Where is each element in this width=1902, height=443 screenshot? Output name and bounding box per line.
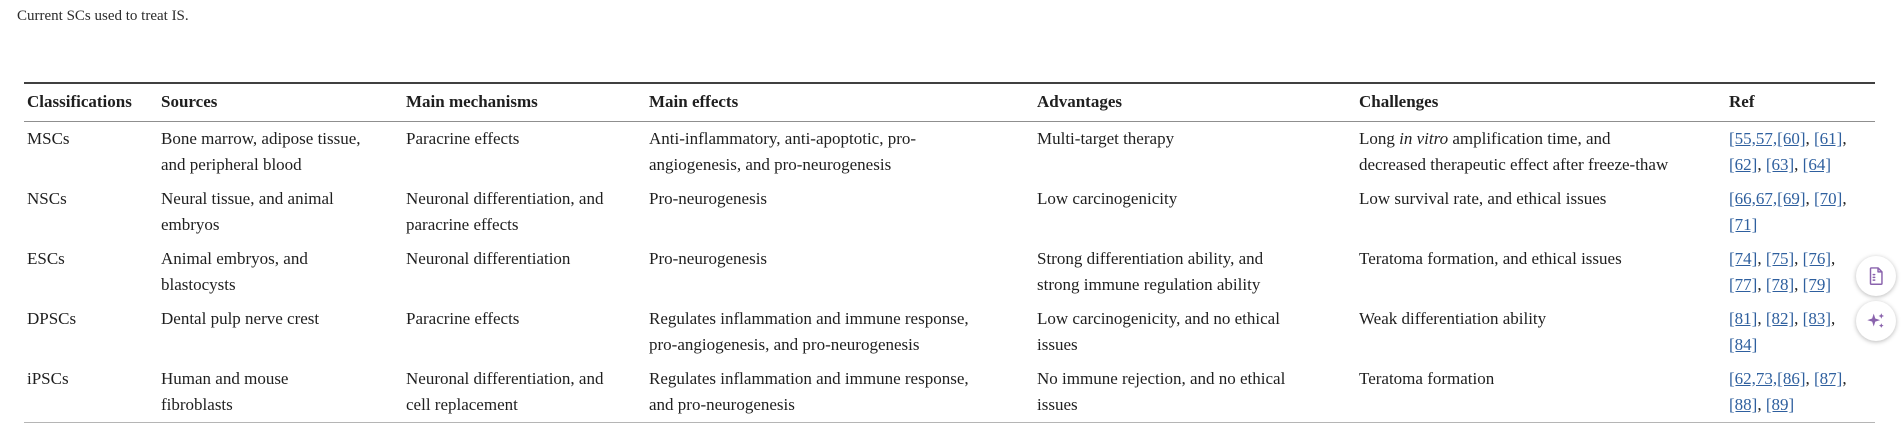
- cell-advantages: Multi-target therapy: [1037, 129, 1175, 148]
- cell-mechanisms: Paracrine effects: [406, 129, 520, 148]
- cell-challenges: Teratoma formation, and ethical issues: [1359, 249, 1622, 268]
- cell-mechanisms: Neuronal differentiation: [406, 249, 571, 268]
- table-row: [24, 122, 1875, 183]
- cell-sources: Animal embryos, and blastocysts: [161, 249, 308, 294]
- cell-classification: ESCs: [27, 249, 65, 268]
- column-header-advantages: Advantages: [1034, 83, 1356, 122]
- cell-sources: Dental pulp nerve crest: [161, 309, 320, 328]
- ref-link[interactable]: [75]: [1765, 249, 1795, 268]
- stem-cells-table: [24, 82, 1875, 423]
- table-caption: Current SCs used to treat IS.: [17, 8, 189, 24]
- table-body: [24, 122, 1875, 423]
- document-icon: [1865, 265, 1887, 287]
- ref-link[interactable]: [63]: [1765, 155, 1795, 174]
- cell-advantages: Low carcinogenicity: [1037, 189, 1178, 208]
- cell-advantages: Strong differentiation ability, and strong immune regulation ability: [1037, 249, 1264, 294]
- cell-effects: Regulates inflammation and immune response, pro-angiogenesis, and pro-neurogenesis: [649, 309, 969, 354]
- ref-link[interactable]: [70]: [1814, 189, 1843, 208]
- table-row: [24, 182, 1875, 242]
- cell-sources: Neural tissue, and animal embryos: [161, 189, 334, 234]
- table-row: [24, 362, 1875, 423]
- ref-link[interactable]: [79]: [1802, 275, 1831, 294]
- cell-effects: Pro-neurogenesis: [649, 249, 768, 268]
- cell-advantages: No immune rejection, and no ethical issues: [1037, 369, 1286, 414]
- ref-link[interactable]: [66,67,: [1729, 189, 1778, 208]
- column-header-main-effects: Main effects: [646, 83, 1034, 122]
- cell-refs: [55,57,[60], [61], [62], [63], [64]: [1729, 129, 1847, 174]
- ref-link[interactable]: [88]: [1729, 395, 1758, 414]
- cell-mechanisms: Neuronal differentiation, and paracrine effects: [406, 189, 604, 234]
- cell-refs: [66,67,[69], [70], [71]: [1729, 189, 1847, 234]
- column-header-challenges: Challenges: [1356, 83, 1726, 122]
- ref-link[interactable]: [82]: [1765, 309, 1795, 328]
- ref-link[interactable]: [83]: [1802, 309, 1831, 328]
- ref-link[interactable]: [87]: [1814, 369, 1843, 388]
- table-header-row: [24, 83, 1875, 122]
- cell-challenges: Teratoma formation: [1359, 369, 1495, 388]
- cell-classification: DPSCs: [27, 309, 77, 328]
- cell-refs: [74], [75], [76], [77], [78], [79]: [1729, 249, 1836, 294]
- ref-link[interactable]: [76]: [1802, 249, 1831, 268]
- column-header-classifications: Classifications: [24, 83, 158, 122]
- ref-link[interactable]: [62,73,: [1729, 369, 1778, 388]
- ref-link[interactable]: [64]: [1802, 155, 1831, 174]
- ref-link[interactable]: [89]: [1765, 395, 1795, 414]
- cell-challenges: Low survival rate, and ethical issues: [1359, 189, 1607, 208]
- sparkle-icon: [1865, 310, 1887, 332]
- table-row: [24, 242, 1875, 302]
- cell-refs: [62,73,[86], [87], [88], [89]: [1729, 369, 1847, 414]
- ai-assistant-button[interactable]: [1856, 301, 1896, 341]
- ref-link[interactable]: [71]: [1729, 215, 1758, 234]
- ref-link[interactable]: [60]: [1777, 129, 1806, 148]
- table-row: [24, 302, 1875, 362]
- cell-challenges: Weak differentiation ability: [1359, 309, 1547, 328]
- ref-link[interactable]: [62]: [1729, 155, 1758, 174]
- cell-classification: iPSCs: [27, 369, 69, 388]
- ref-link[interactable]: [84]: [1729, 335, 1758, 354]
- ref-link[interactable]: [77]: [1729, 275, 1758, 294]
- ref-link[interactable]: [86]: [1777, 369, 1806, 388]
- ref-link[interactable]: [69]: [1777, 189, 1806, 208]
- cell-mechanisms: Neuronal differentiation, and cell replacement: [406, 369, 604, 414]
- column-header-ref: Ref: [1726, 83, 1875, 122]
- cell-effects: Pro-neurogenesis: [649, 189, 768, 208]
- cell-classification: NSCs: [27, 189, 67, 208]
- ref-link[interactable]: [78]: [1765, 275, 1795, 294]
- cell-sources: Bone marrow, adipose tissue, and peripheral blood: [161, 129, 361, 174]
- ref-link[interactable]: [74]: [1729, 249, 1758, 268]
- cell-challenges: Long in vitro amplification time, and decreased therapeutic effect after freeze-thaw: [1359, 129, 1669, 174]
- column-header-sources: Sources: [158, 83, 403, 122]
- cell-mechanisms: Paracrine effects: [406, 309, 520, 328]
- cell-effects: Regulates inflammation and immune response, and pro-neurogenesis: [649, 369, 969, 414]
- ref-link[interactable]: [61]: [1814, 129, 1843, 148]
- cell-refs: [81], [82], [83], [84]: [1729, 309, 1836, 354]
- document-button[interactable]: [1856, 256, 1896, 296]
- cell-advantages: Low carcinogenicity, and no ethical issues: [1037, 309, 1280, 354]
- ref-link[interactable]: [55,57,: [1729, 129, 1778, 148]
- column-header-main-mechanisms: Main mechanisms: [403, 83, 646, 122]
- cell-classification: MSCs: [27, 129, 70, 148]
- cell-sources: Human and mouse fibroblasts: [161, 369, 289, 414]
- ref-link[interactable]: [81]: [1729, 309, 1758, 328]
- cell-effects: Anti-inflammatory, anti-apoptotic, pro- angiogenesis, and pro-neurogenesis: [649, 129, 917, 174]
